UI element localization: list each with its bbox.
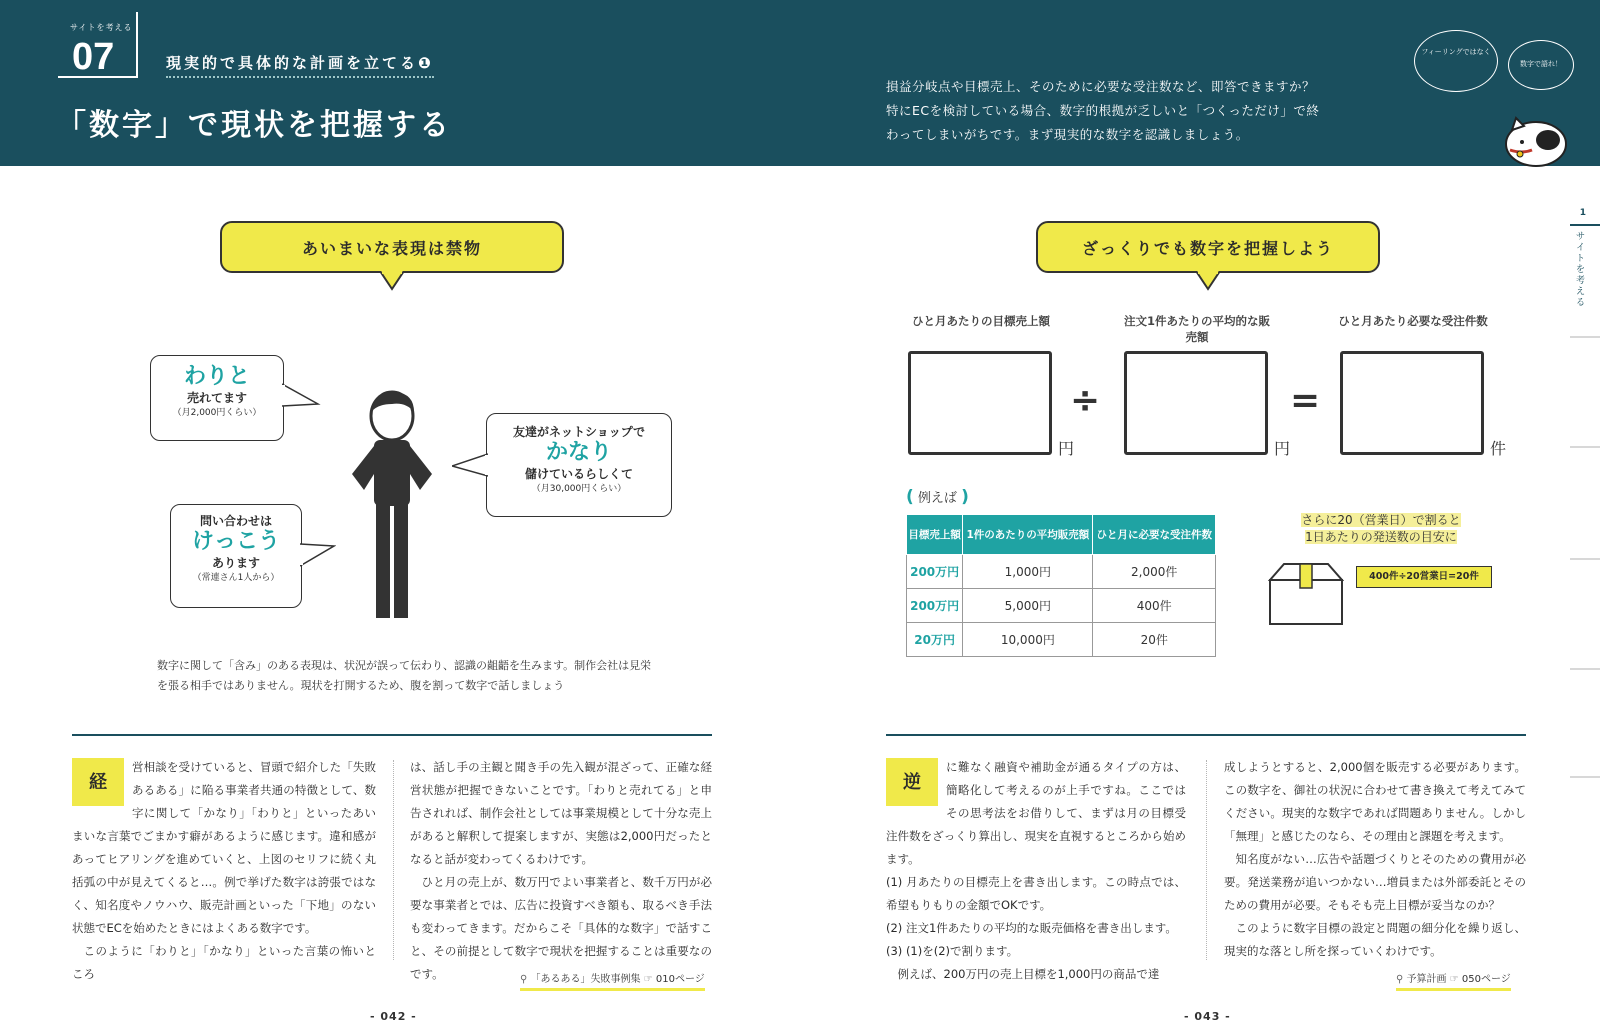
table-row	[907, 589, 1216, 623]
body-column	[1224, 756, 1526, 963]
reference-title: 「あるある」失敗事例集	[530, 974, 641, 985]
speech-note: （月30,000円くらい）	[531, 484, 627, 494]
speech-body: 売れてます	[186, 391, 247, 405]
formula-label-required-orders: ひと月あたり必要な受注件数	[1338, 314, 1488, 328]
search-icon: ⚲	[520, 974, 528, 985]
speech-tail-1	[282, 380, 322, 410]
speech-note: （月2,000円くらい）	[172, 408, 262, 418]
table-cell: 200万円	[907, 589, 963, 623]
tip-line: 1日あたりの発送数の目安に	[1305, 530, 1457, 544]
formula-unit-yen: 円	[1058, 439, 1075, 458]
speech-lead: 友達がネットショップで	[512, 425, 646, 439]
body-list-item: (2) 注文1件あたりの平均的な販売価格を書き出します。	[886, 921, 1177, 935]
person-figure-icon	[346, 390, 438, 622]
equals-operator: =	[1290, 380, 1321, 421]
body-paragraph: 営相談を受けていると、冒頭で紹介した「失敗あるある」に陥る事業者共通の特徴として、数字に関して「かなり」「わりと」といったあいまいな言葉でごまかす癖があるように感じます。違和感があってヒアリングを進めていくと、上図のセリフに続く丸括弧の中が見えてくると…。例で挙げた数字は誇張ではなく、知名度やノウハウ、販売計画といった「下地」のない状態でECを始めたときにはよくある数字です。	[72, 760, 376, 935]
side-tab-number: 1	[1579, 208, 1586, 218]
table-cell: 20件	[1093, 623, 1216, 657]
body-paragraph: このように「わりと」「かなり」といった言葉の怖いところ	[72, 944, 376, 981]
chapter-number: 07	[72, 36, 115, 78]
speech-bubble-kanari	[486, 413, 672, 517]
chapter-label: サイトを考える	[70, 23, 133, 32]
divide-operator: ÷	[1070, 380, 1101, 421]
callout-ambiguous-expressions: あいまいな表現は禁物	[220, 221, 564, 273]
callout-right-pointer	[1196, 271, 1220, 291]
table-header: 目標売上額	[907, 515, 963, 555]
speech-emphasis: けっこう	[191, 529, 280, 554]
side-tab-rail	[1568, 200, 1600, 840]
body-paragraph: に難なく融資や補助金が通るタイプの方は、簡略化して考えるのが上手ですね。ここではその思考法をお借りして、まずは月の目標受注件数をざっくり算出し、現実を直視するところから始めます。	[886, 760, 1186, 866]
body-column	[886, 756, 1186, 986]
body-paragraph: は、話し手の主観と聞き手の先入観が混ざって、正確な経営状態が把握できないことです。「わりと売れてる」と申告されれば、制作会社としては事業規模として十分な売上があると解釈して提案しますが、実態は2,000円だったとなると話が変わってくるわけです。	[410, 760, 712, 866]
callout-left-pointer	[380, 271, 404, 291]
speech-bubble-kekkou	[170, 504, 302, 608]
body-column	[72, 756, 376, 986]
speech-tail-3	[300, 540, 336, 570]
table-cell: 2,000件	[1093, 555, 1216, 589]
search-icon: ⚲	[1396, 974, 1404, 985]
body-paragraph: 知名度がない…広告や話題づくりとそのための費用が必要。発送業務が追いつかない…増員または外部委託とそのための費用が必要。そもそも売上目標が妥当なのか？	[1224, 852, 1526, 912]
page-title: 「数字」で現状を把握する	[56, 108, 452, 143]
column-divider	[393, 760, 394, 960]
example-label-text: 例えば	[917, 491, 957, 506]
tip-line: さらに20（営業日）で割ると	[1301, 513, 1461, 527]
thought-bubble-number: 数字で語れ！	[1508, 40, 1574, 90]
pointing-hand-icon: ☞	[1449, 974, 1459, 985]
body-list-item: (1) 月あたりの目標売上を書き出します。この時点では、希望もりもりの金額でOKです。	[886, 875, 1186, 912]
table-cell: 200万円	[907, 555, 963, 589]
formula-box-target-sales	[908, 351, 1052, 455]
formula-box-average-price	[1124, 351, 1268, 455]
section-rule	[886, 734, 1526, 736]
body-paragraph: 例えば、200万円の売上目標を1,000円の商品で達	[897, 967, 1160, 981]
calculation-tag: 400件÷20営業日=20件	[1356, 566, 1492, 588]
drop-cap: 経	[72, 758, 124, 806]
table-cell: 10,000円	[963, 623, 1093, 657]
table-row	[907, 623, 1216, 657]
side-tab-tick	[1570, 668, 1600, 670]
table-row	[907, 555, 1216, 589]
speech-lead: 問い合わせは	[199, 514, 272, 528]
speech-body: 儲けているらしくて	[524, 467, 633, 481]
formula-label-target-sales: ひと月あたりの目標売上額	[912, 314, 1050, 328]
table-header: ひと月に必要な受注件数	[1093, 515, 1216, 555]
reference-page: 010ページ	[655, 974, 705, 985]
lead-text: 損益分岐点や目標売上、そのために必要な受注数など、即答できますか？ 特にECを検討している場合、数字的根拠が乏しいと「つくっただけ」で終わってしまいがちです。まず現実的な数字を認識しましょう。	[886, 79, 1329, 142]
cross-reference-link[interactable]	[1396, 970, 1511, 991]
side-tab-tick	[1570, 446, 1600, 448]
body-paragraph: ひと月の売上が、数万円でよい事業者と、数千万円が必要な事業者とでは、広告に投資すべき額も、取るべき手法も変わってきます。だからこそ「具体的な数字」で話すこと、その前提として数字で現状を把握することは重要なのです。	[410, 875, 712, 981]
body-paragraph: このように数字目標の設定と問題の細分化を繰り返し、現実的な落とし所を探っていくわけです。	[1224, 921, 1526, 958]
side-tab-tick	[1570, 558, 1600, 560]
body-paragraph: 成しようとすると、2,000個を販売する必要があります。この数字を、御社の状況に合わせて書き換えて考えてみてください。現実的な数字であれば問題ありません。しかし「無理」と感じたのなら、その理由と課題を考えます。	[1224, 760, 1526, 843]
drop-cap: 逆	[886, 758, 938, 806]
speech-emphasis: かなり	[545, 440, 612, 465]
shipping-tip	[1286, 512, 1476, 546]
example-label: ( 例えば )	[906, 487, 969, 507]
table-cell: 20万円	[907, 623, 963, 657]
table-cell: 400件	[1093, 589, 1216, 623]
side-tab-tick	[1570, 776, 1600, 778]
figure-caption: 数字に関して「含み」のある表現は、状況が誤って伝わり、認識の齟齬を生みます。制作会社は見栄を張る相手ではありません。現状を打開するため、腹を割って数字で話しましょう	[157, 659, 652, 692]
speech-bubble-warito	[150, 355, 284, 441]
shipping-box-icon	[1268, 560, 1344, 626]
section-rule	[72, 734, 712, 736]
formula-label-average-price: 注文1件あたりの平均的な販売額	[1123, 314, 1270, 344]
pointing-hand-icon: ☞	[643, 974, 653, 985]
reference-title: 予算計画	[1406, 974, 1447, 985]
speech-note: （常連さん1人から）	[192, 573, 280, 583]
speech-body: あります	[211, 556, 260, 570]
formula-unit-yen: 円	[1274, 439, 1291, 458]
table-cell: 1,000円	[963, 555, 1093, 589]
speech-tail-2	[452, 450, 488, 480]
page-number-right: - 043 -	[1184, 1010, 1231, 1023]
speech-emphasis: わりと	[183, 364, 250, 389]
side-tab-tick	[1570, 336, 1600, 338]
section-subtitle: 現実的で具体的な計画を立てる❶	[166, 52, 434, 78]
body-column	[410, 756, 712, 986]
example-table	[906, 514, 1216, 657]
cat-mascot-icon	[1502, 112, 1570, 168]
page-number-left: - 042 -	[370, 1010, 417, 1023]
page-header	[0, 0, 1600, 166]
cross-reference-link[interactable]	[520, 970, 705, 991]
table-header: 1件のあたりの平均販売額	[963, 515, 1093, 555]
table-header-row	[907, 515, 1216, 555]
formula-unit-count: 件	[1490, 439, 1507, 458]
table-cell: 5,000円	[963, 589, 1093, 623]
thought-bubble-feeling: フィーリングではなく	[1414, 30, 1498, 92]
side-tab-label: サイトを考える	[1576, 232, 1586, 308]
column-divider	[1206, 760, 1207, 960]
callout-grasp-numbers: ざっくりでも数字を把握しよう	[1036, 221, 1380, 273]
chapter-box	[58, 12, 138, 78]
formula-box-required-orders	[1340, 351, 1484, 455]
body-list-item: (3) (1)を(2)で割ります。	[886, 944, 1019, 958]
reference-page: 050ページ	[1461, 974, 1511, 985]
